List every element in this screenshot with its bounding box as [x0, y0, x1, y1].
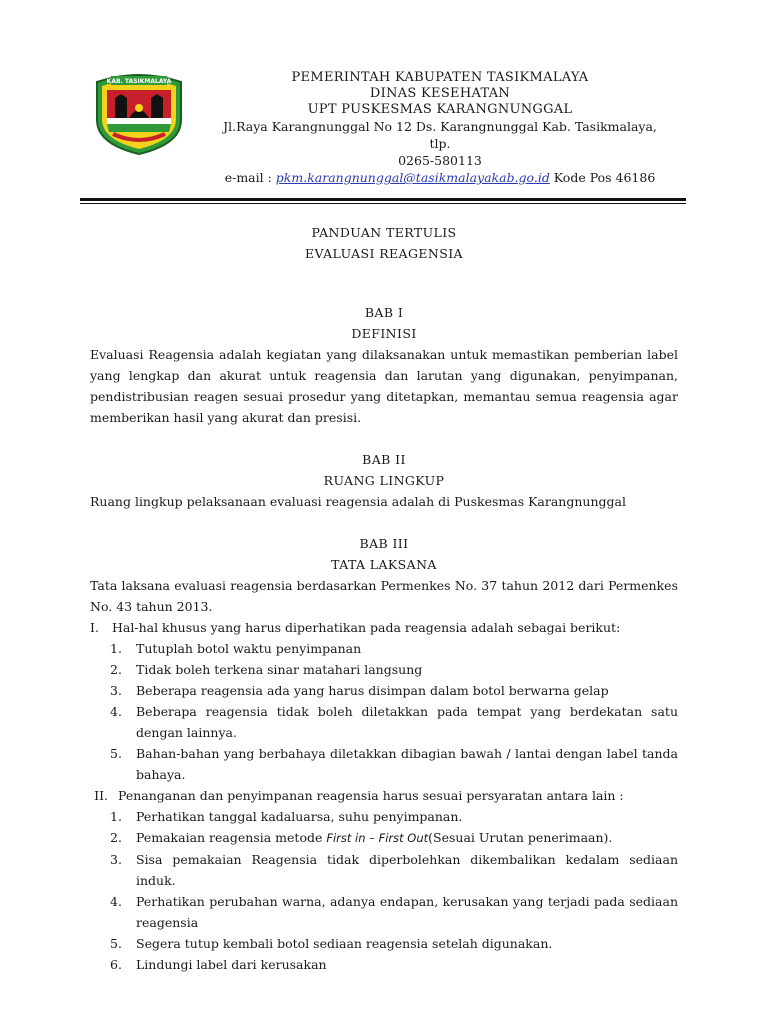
list-item-number: 4.	[110, 704, 122, 719]
letterhead-email-line	[214, 169, 666, 186]
list-item	[90, 701, 678, 743]
list-item-number: 3.	[110, 852, 122, 867]
item2-suffix: (Sesuai Urutan penerimaan).	[428, 830, 613, 845]
section-1-text: Hal-hal khusus yang harus diperhatikan pada reagensia adalah sebagai berikut:	[112, 620, 621, 635]
list-item-text: Lindungi label dari kerusakan	[136, 957, 327, 972]
list-item	[90, 659, 678, 680]
list-item-text: Perhatikan tanggal kadaluarsa, suhu penyimpanan.	[136, 809, 463, 824]
list-item-text: Perhatikan perubahan warna, adanya endapan, kerusakan yang terjadi pada sediaan reagensia	[136, 894, 678, 930]
list-item	[90, 806, 678, 827]
fifo-method-term: First in – First Out	[326, 831, 429, 845]
list-item-number: 5.	[110, 936, 122, 951]
list-item	[90, 933, 678, 954]
list-item-number: 1.	[110, 809, 122, 824]
list-item-text: Bahan-bahan yang berbahaya diletakkan dibagian bawah / lantai dengan label tanda bahaya.	[136, 746, 678, 782]
letterhead-phone: 0265-580113	[398, 153, 482, 168]
bab2-heading: BAB II	[362, 452, 406, 467]
letterhead	[214, 70, 666, 186]
bab1-heading: BAB I	[364, 305, 404, 320]
list-item-number: 3.	[110, 683, 122, 698]
list-item	[90, 891, 678, 933]
letterhead-address: Jl.Raya Karangnunggal No 12 Ds. Karangnunggal Kab. Tasikmalaya, tlp.	[223, 119, 657, 151]
letterhead-government: PEMERINTAH KABUPATEN TASIKMALAYA	[291, 70, 589, 85]
list-item-text: Segera tutup kembali botol sediaan reagensia setelah digunakan.	[136, 936, 553, 951]
list-item-text: Tutuplah botol waktu penyimpanan	[136, 641, 362, 656]
bab3-title: TATA LAKSANA	[331, 557, 437, 572]
email-link[interactable]: pkm.karangnunggal@tasikmalayakab.go.id	[275, 170, 550, 185]
letterhead-department: DINAS KESEHATAN	[369, 86, 511, 101]
list-item-text: Beberapa reagensia ada yang harus disimpan dalam botol berwarna gelap	[136, 683, 609, 698]
section-2-number: II.	[94, 788, 108, 803]
document-subtitle: EVALUASI REAGENSIA	[305, 246, 463, 261]
section-2	[90, 785, 678, 806]
list-item-number: 6.	[110, 957, 122, 972]
list-item-text: Beberapa reagensia tidak boleh diletakkan pada tempat yang berdekatan satu dengan lainnya.	[136, 704, 678, 740]
bab2-paragraph: Ruang lingkup pelaksanaan evaluasi reagensia adalah di Puskesmas Karangnunggal	[90, 494, 626, 509]
list-item-text	[136, 827, 678, 849]
list-item-number: 2.	[110, 830, 122, 845]
list-item-number: 1.	[110, 641, 122, 656]
section-1	[90, 617, 678, 638]
document-body	[90, 222, 678, 975]
letterhead-divider-thick	[80, 198, 686, 201]
list-item-number: 4.	[110, 894, 122, 909]
bab1-title: DEFINISI	[351, 326, 417, 341]
postal-code: Kode Pos 46186	[549, 170, 656, 185]
bab3-paragraph: Tata laksana evaluasi reagensia berdasarkan Permenkes No. 37 tahun 2012 dari Permenkes No. 43 tahun 2013.	[90, 578, 678, 614]
list-item-text: Tidak boleh terkena sinar matahari langsung	[136, 662, 423, 677]
document-title: PANDUAN TERTULIS	[311, 225, 457, 240]
bab3-heading: BAB III	[359, 536, 409, 551]
list-item	[90, 849, 678, 891]
list-item-number: 2.	[110, 662, 122, 677]
section-2-text: Penanganan dan penyimpanan reagensia harus sesuai persyaratan antara lain :	[118, 788, 624, 803]
list-item	[90, 954, 678, 975]
section-1-number: I.	[90, 620, 99, 635]
letterhead-divider-thin	[80, 203, 686, 204]
letterhead-unit: UPT PUSKESMAS KARANGNUNGGAL	[307, 102, 573, 117]
list-item-text: Sisa pemakaian Reagensia tidak diperbolehkan dikembalikan kedalam sediaan induk.	[136, 852, 678, 888]
list-item-number: 5.	[110, 746, 122, 761]
item2-prefix: Pemakaian reagensia metode	[136, 830, 327, 845]
list-item	[90, 743, 678, 785]
svg-text:KAB. TASIKMALAYA: KAB. TASIKMALAYA	[106, 78, 172, 85]
list-item	[90, 680, 678, 701]
list-item	[90, 638, 678, 659]
bab2-title: RUANG LINGKUP	[323, 473, 445, 488]
bab1-paragraph: Evaluasi Reagensia adalah kegiatan yang dilaksanakan untuk memastikan pemberian label yang lengkap dan akurat untuk reagensia dan larutan yang digunakan, penyimpanan, pendistribusian reagen sesuai prosedur yang ditetapkan, memantau semua reagensia agar memberikan hasil yang akurat dan presisi.	[90, 347, 678, 425]
email-prefix: e-mail :	[224, 170, 276, 185]
kabupaten-tasikmalaya-emblem-icon	[91, 68, 187, 156]
list-item	[90, 827, 678, 849]
